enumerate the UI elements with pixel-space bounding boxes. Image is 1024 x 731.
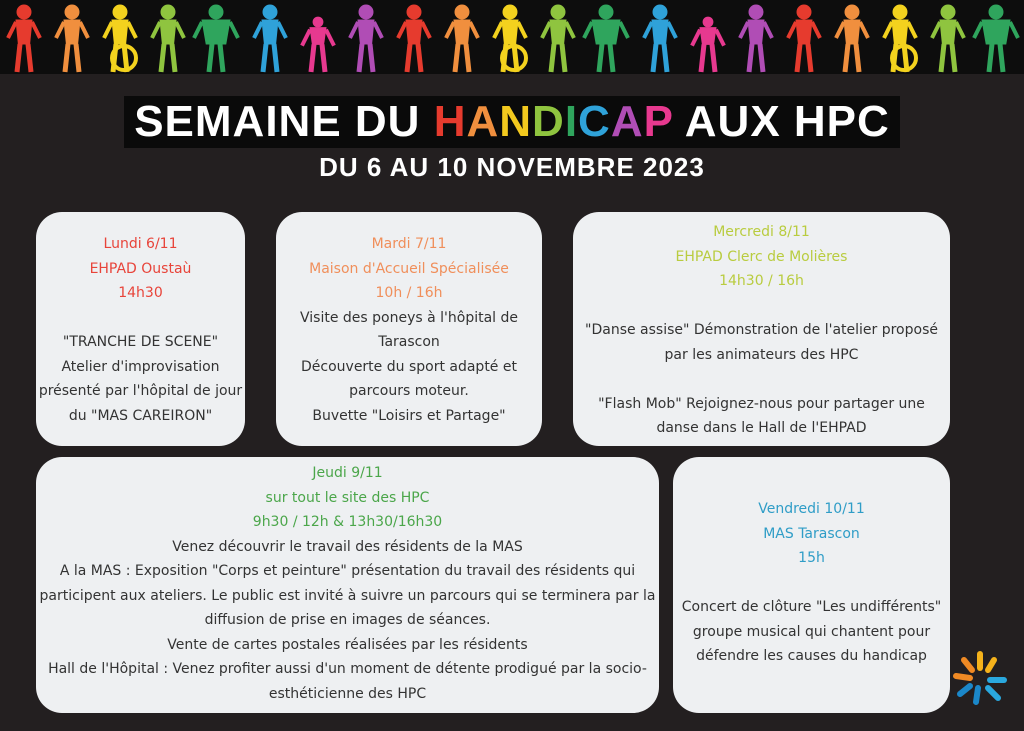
title-handicap-word	[434, 97, 673, 146]
person-figure-icon	[584, 5, 628, 72]
title-letter: C	[578, 97, 611, 146]
person-figure-icon	[56, 5, 88, 72]
event-time: 14h30 / 16h	[719, 273, 804, 289]
event-line: A la MAS : Exposition "Corps et peinture" présentation du travail des résidents qui	[59, 563, 636, 579]
person-figure-icon	[194, 5, 238, 72]
event-line: Hall de l'Hôpital : Venez profiter aussi d'un moment de détente prodigué par la socio-	[48, 661, 647, 677]
event-line: présenté par l'hôpital de jour	[38, 383, 243, 399]
event-time: 15h	[798, 550, 825, 566]
event-card-monday	[36, 212, 245, 446]
event-line: Vente de cartes postales réalisées par les résidents	[167, 636, 528, 653]
event-line: du "MAS CAREIRON"	[68, 407, 213, 424]
title-part2: AUX HPC	[673, 97, 890, 146]
title-letter: A	[610, 97, 644, 146]
event-line: Venez découvrir le travail des résidents de la MAS	[172, 538, 523, 555]
person-figure-icon	[884, 5, 916, 72]
title-letter: I	[564, 97, 579, 146]
event-line: parcours moteur.	[349, 383, 469, 399]
person-figure-icon	[740, 5, 772, 72]
person-figure-icon	[788, 5, 820, 72]
person-figure-icon	[8, 5, 40, 72]
person-figure-icon	[350, 5, 382, 72]
person-figure-icon	[302, 17, 334, 72]
person-figure-icon	[398, 5, 430, 72]
person-figure-icon	[692, 17, 724, 72]
event-card-tuesday	[276, 212, 542, 446]
person-figure-icon	[446, 5, 478, 72]
event-line: Concert de clôture "Les undifférents"	[681, 599, 942, 615]
title-letter: N	[499, 97, 533, 146]
event-line: participent aux ateliers. Le public est invité à suivre un parcours qui se terminera par la	[39, 587, 656, 604]
page-header	[0, 96, 1024, 183]
page-title	[124, 96, 900, 148]
event-line: Tarascon	[378, 334, 440, 350]
event-time: 9h30 / 12h & 13h30/16h30	[252, 514, 443, 530]
event-line: Découverte du sport adapté et	[301, 358, 517, 375]
event-line: Atelier d'improvisation	[61, 358, 220, 375]
person-figure-icon	[932, 5, 964, 72]
person-figure-icon	[836, 5, 868, 72]
event-line: défendre les causes du handicap	[696, 648, 927, 664]
event-line: "Danse assise" Démonstration de l'atelier proposé	[585, 322, 938, 338]
title-part1: SEMAINE DU	[134, 97, 434, 146]
event-place: sur tout le site des HPC	[265, 489, 430, 506]
event-line: "Flash Mob" Rejoignez-nous pour partager une	[598, 395, 925, 412]
event-date: Mardi 7/11	[371, 236, 447, 252]
event-line: "TRANCHE DE SCENE"	[62, 334, 219, 350]
people-figures-illustration	[0, 0, 1024, 74]
title-letter: H	[433, 97, 467, 146]
event-place: MAS Tarascon	[763, 525, 860, 542]
person-figure-icon	[644, 5, 676, 72]
event-line: Buvette "Loisirs et Partage"	[312, 407, 506, 424]
person-figure-icon	[494, 5, 526, 72]
page-subtitle: DU 6 AU 10 NOVEMBRE 2023	[319, 152, 705, 182]
title-letter: D	[532, 97, 565, 146]
event-time: 14h30	[118, 285, 163, 301]
event-line: groupe musical qui chantent pour	[692, 623, 931, 640]
event-line: Visite des poneys à l'hôpital de	[300, 309, 518, 326]
event-card-friday	[673, 457, 950, 713]
event-card-wednesday	[573, 212, 950, 446]
person-figure-icon	[542, 5, 574, 72]
event-place: Maison d'Accueil Spécialisée	[309, 260, 509, 277]
person-figure-icon	[152, 5, 184, 72]
event-line: esthéticienne des HPC	[268, 685, 427, 702]
hpc-logo-icon	[950, 648, 1010, 708]
event-date: Vendredi 10/11	[758, 501, 865, 517]
event-date: Lundi 6/11	[103, 236, 178, 252]
event-line: diffusion de prise en images de séances.	[204, 612, 491, 628]
person-figure-icon	[254, 5, 286, 72]
people-banner	[0, 0, 1024, 74]
event-card-thursday	[36, 457, 659, 713]
title-letter: A	[466, 97, 500, 146]
title-letter: P	[643, 97, 674, 146]
event-date: Jeudi 9/11	[312, 465, 383, 481]
event-date: Mercredi 8/11	[713, 224, 810, 240]
person-figure-icon	[974, 5, 1018, 72]
event-place: EHPAD Clerc de Molières	[675, 248, 848, 265]
event-time: 10h / 16h	[375, 285, 443, 301]
event-line: danse dans le Hall de l'EHPAD	[656, 420, 867, 436]
event-line: par les animateurs des HPC	[664, 346, 859, 363]
event-place: EHPAD Oustaù	[89, 260, 192, 277]
person-figure-icon	[104, 5, 136, 72]
